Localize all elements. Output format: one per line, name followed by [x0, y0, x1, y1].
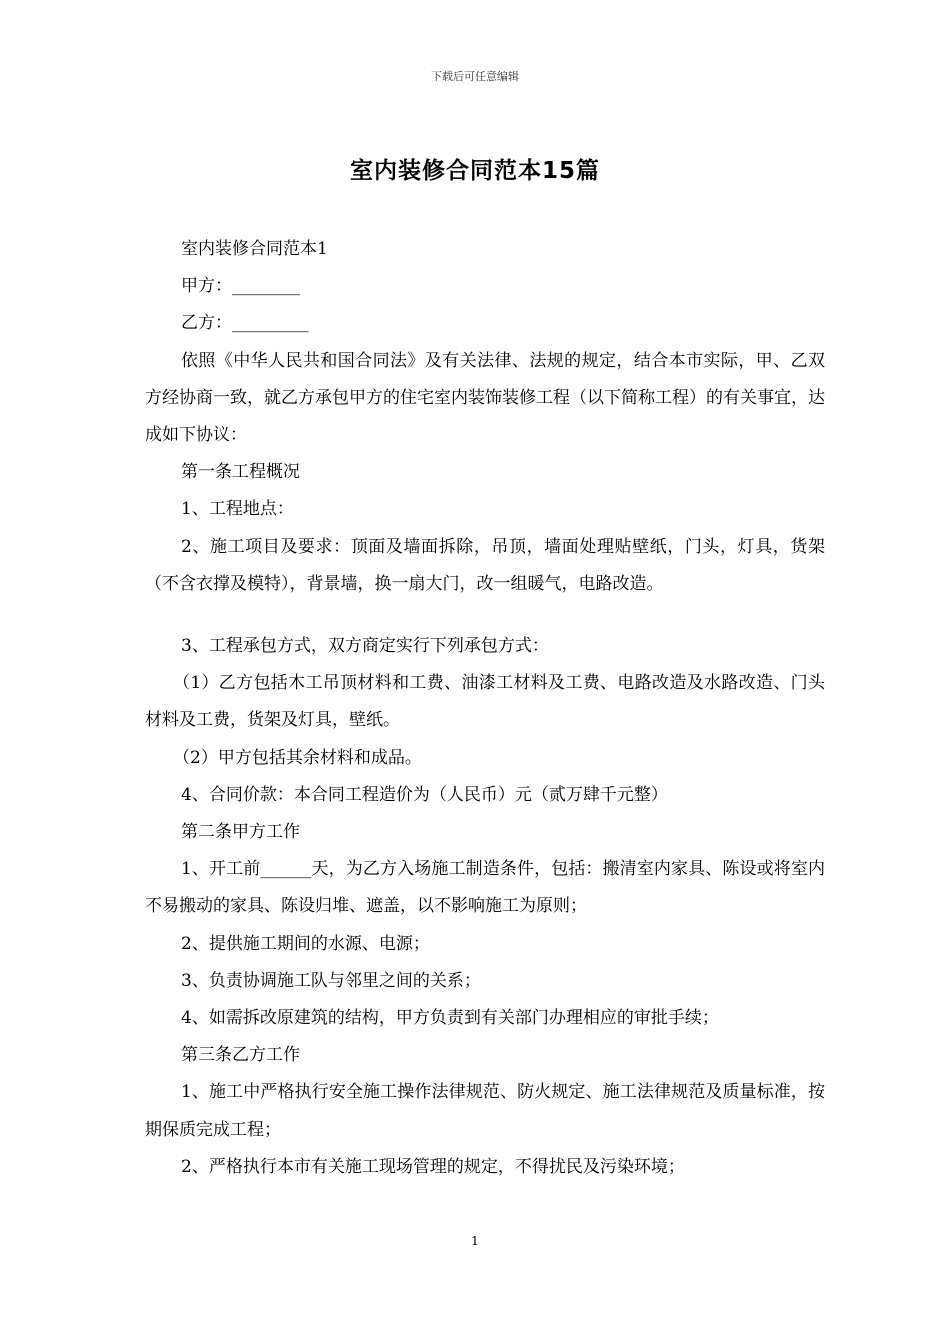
- paragraph-item: 3、负责协调施工队与邻里之间的关系；: [181, 970, 481, 991]
- header-note: 下载后可任意编辑: [431, 70, 519, 83]
- paragraph-party-a: 甲方：________: [181, 276, 300, 297]
- paragraph-heading: 室内装修合同范本1: [181, 239, 328, 259]
- paragraph-subitem: （2）甲方包括其余材料和成品。: [173, 747, 422, 768]
- paragraph-item: 3、工程承包方式，双方商定实行下列承包方式：: [181, 636, 549, 657]
- section-heading-1: 第一条工程概况: [181, 462, 300, 483]
- section-heading-2: 第二条甲方工作: [181, 822, 300, 843]
- paragraph-party-b: 乙方：_________: [181, 313, 309, 334]
- paragraph-item: 4、如需拆改原建筑的结构，甲方负责到有关部门办理相应的审批手续；: [181, 1008, 719, 1029]
- paragraph-item: 4、合同价款：本合同工程造价为（人民币）元（贰万肆千元整）: [181, 784, 668, 805]
- paragraph-item: 1、开工前______天，为乙方入场施工制造条件，包括：搬清室内家具、陈设或将室内不易搬动的家具、陈设归堆、遮盖，以不影响施工为原则；: [145, 859, 825, 917]
- paragraph-item: 1、工程地点：: [181, 499, 294, 520]
- paragraph-item: 2、严格执行本市有关施工现场管理的规定，不得扰民及污染环境；: [181, 1156, 685, 1177]
- section-heading-3: 第三条乙方工作: [181, 1045, 300, 1066]
- paragraph-item: 2、施工项目及要求：顶面及墙面拆除，吊顶，墙面处理贴壁纸，门头，灯具，货架（不含衣撑及模特），背景墙，换一扇大门，改一组暖气，电路改造。: [145, 536, 825, 594]
- document-title: 室内装修合同范本15篇: [349, 158, 600, 184]
- document-body: [145, 231, 825, 1186]
- paragraph-item: 1、施工中严格执行安全施工操作法律规范、防火规定、施工法律规范及质量标准，按期保质完成工程；: [145, 1082, 825, 1140]
- paragraph-subitem: （1）乙方包括木工吊顶材料和工费、油漆工材料及工费、电路改造及水路改造、门头材料及工费，货架及灯具，壁纸。: [145, 673, 825, 731]
- page-number: 1: [471, 1234, 479, 1248]
- paragraph-item: 2、提供施工期间的水源、电源；: [181, 933, 430, 954]
- paragraph-preamble: 依照《中华人民共和国合同法》及有关法律、法规的规定，结合本市实际，甲、乙双方经协商一致，就乙方承包甲方的住宅室内装饰装修工程（以下简称工程）的有关事宜，达成如下协议：: [145, 350, 825, 446]
